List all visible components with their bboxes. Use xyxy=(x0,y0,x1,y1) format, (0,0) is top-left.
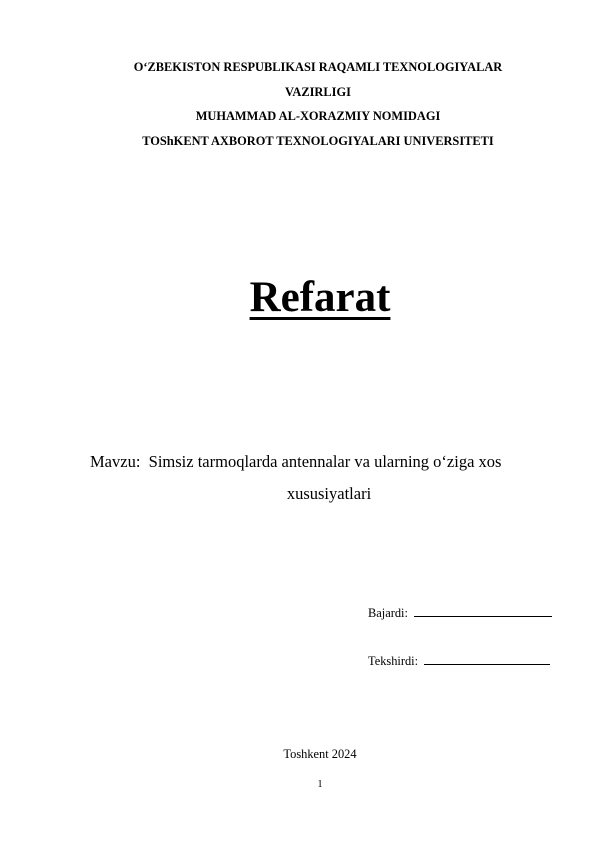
topic-line-1: Mavzu: Simsiz tarmoqlarda antennalar va ularning o‘ziga xos xyxy=(90,452,502,471)
header-line-university: TOShKENT AXBOROT TEXNOLOGIYALARI UNIVERSITETI xyxy=(142,133,494,148)
performed-by-label: Bajardi: xyxy=(368,606,408,620)
city-year: Toshkent 2024 xyxy=(283,747,357,761)
topic-block xyxy=(90,446,550,510)
header-line-ministry: O‘ZBEKISTON RESPUBLIKASI RAQAMLI TEXNOLOGIYALAR xyxy=(133,60,503,74)
page-number: 1 xyxy=(317,779,323,790)
institution-header xyxy=(40,55,596,153)
checked-by-blank-line xyxy=(424,652,550,665)
topic-line-2: xususiyatlari xyxy=(286,484,372,503)
checked-by-label: Tekshirdi: xyxy=(368,654,419,668)
header-line-named-after: MUHAMMAD AL-XORAZMIY NOMIDAGI xyxy=(195,109,441,123)
performed-by-blank-line xyxy=(414,604,552,617)
performed-by-field xyxy=(368,604,552,621)
checked-by-field xyxy=(368,652,550,669)
document-title: Refarat xyxy=(249,274,391,321)
header-line-ministry-cont: VAZIRLIGI xyxy=(285,84,351,99)
